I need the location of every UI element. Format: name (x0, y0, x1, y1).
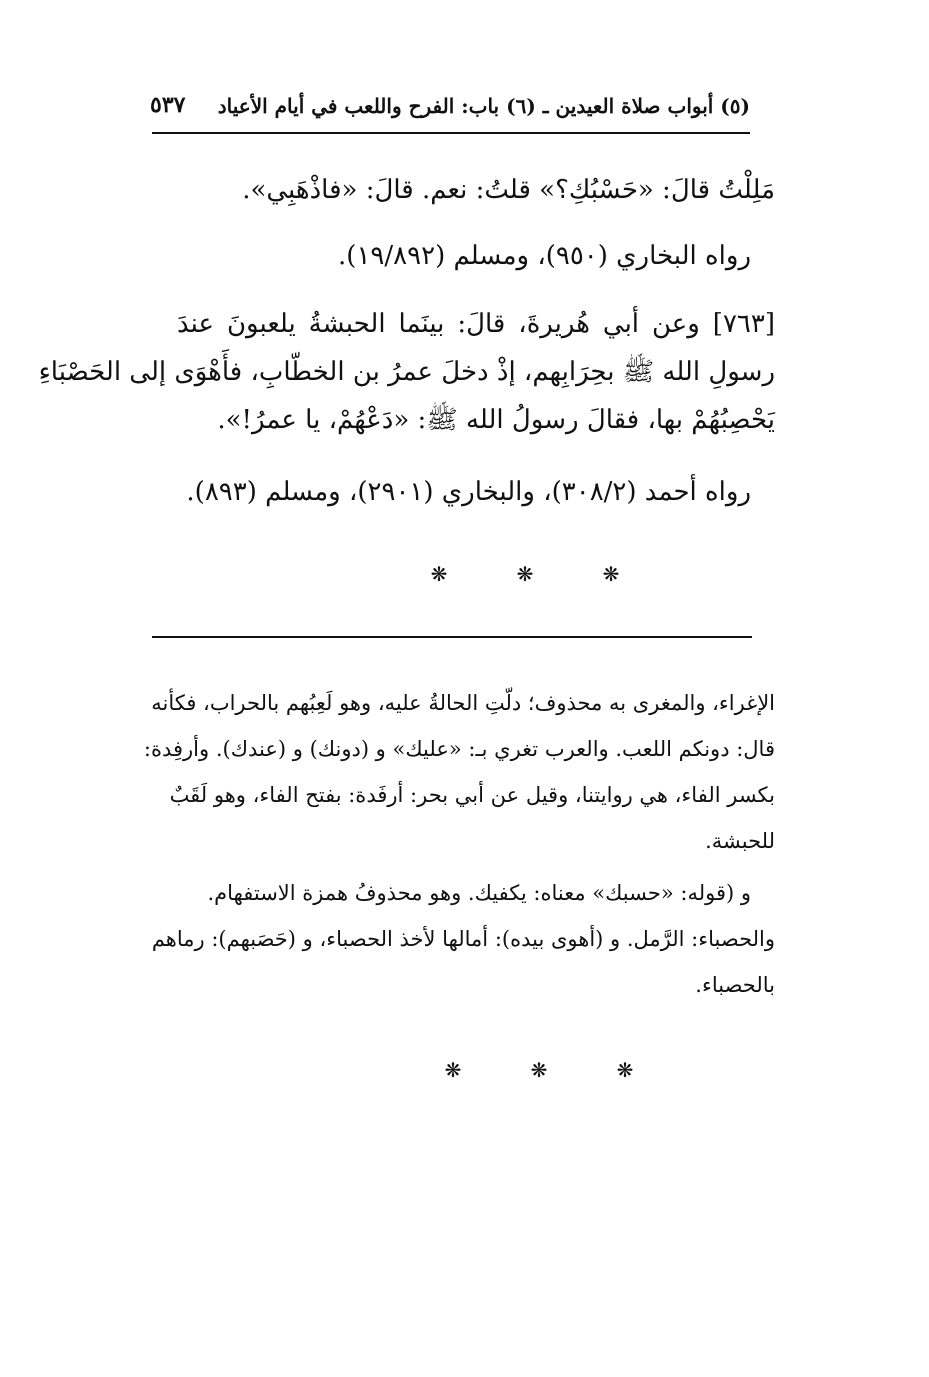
section-separator (410, 1058, 668, 1082)
section-separator (396, 562, 654, 586)
star-ornament-icon: ❋ (602, 562, 620, 586)
body-line: يَحْصِبُهُمْ بها، فقالَ رسولُ الله ﷺ: «دَعْهُمْ، يا عمرُ!». (217, 405, 775, 435)
hadith-source: رواه أحمد (٣٠٨/٢)، والبخاري (٢٩٠١)، ومسلم (٨٩٣). (186, 477, 751, 507)
note-line: بالحصباء. (695, 973, 775, 997)
star-ornament-icon: ❋ (616, 1058, 634, 1082)
note-line: قال: دونكم اللعب. والعرب تغري بـ: «عليك» و (دونك) و (عندك). وأرفِدة: (143, 737, 775, 761)
note-line: للحبشة. (705, 829, 775, 853)
body-line: مَلِلْتُ قالَ: «حَسْبُكِ؟» قلتُ: نعم. قالَ: «فاذْهَبِي». (242, 175, 775, 205)
chapter-title: (٥) أبواب صلاة العيدين ـ (٦) باب: الفرح واللعب في أيام الأعياد (217, 94, 750, 118)
note-line: الإغراء، والمغرى به محذوف؛ دلّتِ الحالةُ عليه، وهو لَعِبُهم بالحراب، فكأنه (151, 691, 775, 715)
star-ornament-icon: ❋ (516, 562, 534, 586)
body-line: [٧٦٣] وعن أبي هُريرةَ، قالَ: بينَما الحبشةُ يلعبونَ عندَ (177, 309, 775, 339)
footnote-rule (152, 636, 752, 638)
note-line: بكسر الفاء، هي روايتنا، وقيل عن أبي بحر: أرفَدة: بفتح الفاء، وهو لَقَبٌ (169, 783, 775, 807)
running-header (150, 92, 750, 132)
star-ornament-icon: ❋ (430, 562, 448, 586)
star-ornament-icon: ❋ (444, 1058, 462, 1082)
note-line: والحصباء: الرَّمل. و (أهوى بيده): أمالها لأخذ الحصباء، و (حَصَبهم): رماهم (151, 927, 775, 951)
hadith-source: رواه البخاري (٩٥٠)، ومسلم (١٩/٨٩٢). (338, 241, 751, 271)
body-line: رسولِ الله ﷺ بحِرَابِهم، إذْ دخلَ عمرُ بن الخطّابِ، فأَهْوَى إلى الحَصْبَاءِ (38, 357, 775, 387)
note-line: و (قوله: «حسبك» معناه: يكفيك. وهو محذوفُ همزة الاستفهام. (207, 881, 751, 905)
page-number: ٥٣٧ (150, 92, 186, 118)
star-ornament-icon: ❋ (530, 1058, 548, 1082)
header-rule (152, 132, 750, 134)
